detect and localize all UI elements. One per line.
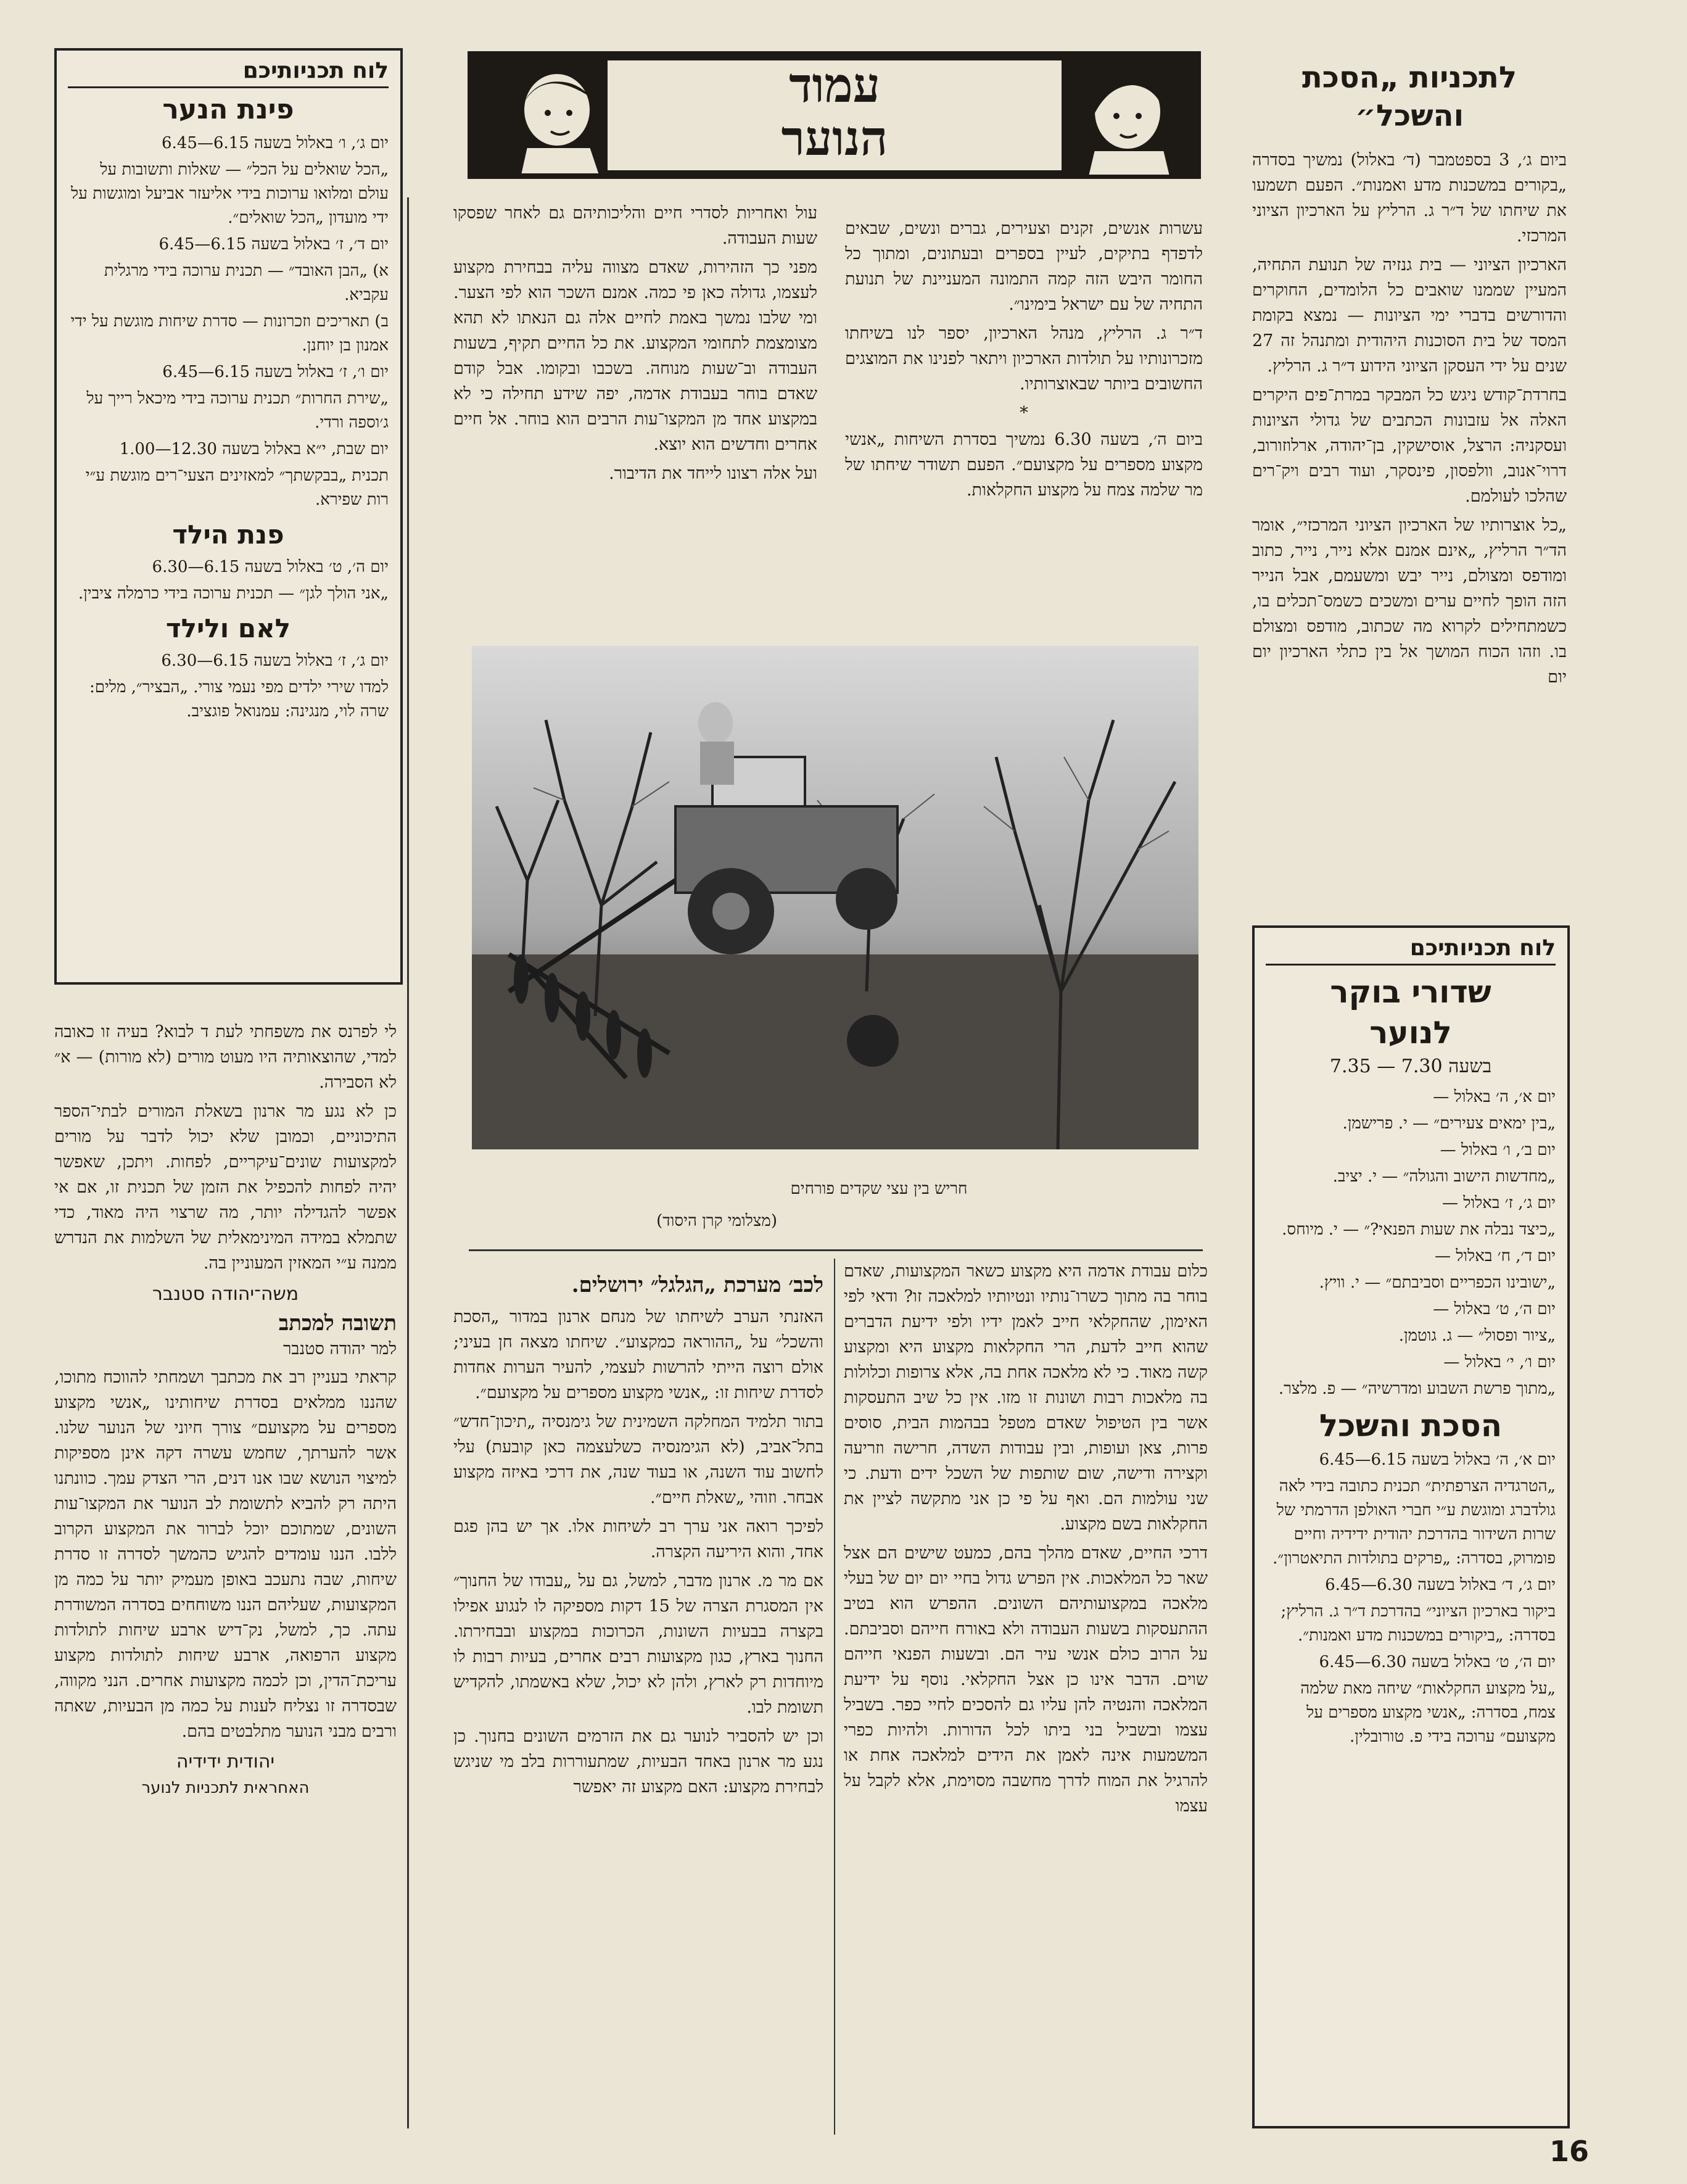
signature-role: האחראית לתכניות לנוער [141, 1779, 310, 1797]
left-item: תכנית „בבקשתך״ למאזינים הצעי־רים מוגשת ע״י רות שפירא. [85, 466, 389, 509]
article-paragraph: הארכיון הציוני — בית גנזיה של תנועת התחיה, המעיין שממנו שואבים כל הלומדים, החוקרים והדורשים בדברי ימי הציונות — נמצא בקומת המסד של בית הסוכנות היהודית ומתנהל זה 27 שנים על ידי העסקן הציוני הידוע ד״ר ג. הרליץ. [1252, 255, 1567, 376]
left-programs-box [54, 48, 403, 985]
morning-time: בשעה 7.30 — 7.35 [1329, 1056, 1492, 1077]
text-paragraph: מפני כך הזהירות, שאדם מצווה עליה בבחירת מקצוע לעצמו, גדולה כאן פי כמה. אמנם השכר הוא לפי הצער. ומי שלבו נמשך באמת לחיים אלה גם הנאתו לא תהא מצומצמת לתחומי המקצוע. את כל החיים תקיף, בשעות העבודה וב־שעות מנוחה. בשכבו ובקומו. אבל קודם שאדם בוחר בעבודת אדמה, יפה שידע תחילה כי לא במקצוע אחד מן המקצו־עות הרבים הוא בוחר. אל חיים אחרים וחדשים הוא יוצא. [453, 258, 817, 454]
left-section-youth-corner: פינת הנער [162, 94, 294, 125]
banner-line1: עמוד [789, 57, 880, 114]
right-item: „בין ימאים צעירים״ — י. פרישמן. [1342, 1114, 1556, 1133]
bottom-column-mid [453, 1271, 823, 2135]
left-item: „אני הולך לגן״ — תכנית ערוכה בידי כרמלה ציבין. [78, 584, 389, 603]
right-item: „מתוך פרשת השבוע ומדרשיה״ — פ. מלצר. [1278, 1379, 1556, 1398]
top-mid-column-right [845, 216, 1203, 623]
left-item: יום ה׳, ט׳ באלול בשעה 6.15—6.30 [152, 558, 389, 576]
right-item: יום ג׳, ז׳ באלול — [1442, 1194, 1556, 1212]
banner-line2: הנוער [781, 110, 888, 167]
right-item: יום ה׳, ט׳ באלול בשעה 6.30—6.45 [1319, 1653, 1556, 1671]
right-item: יום ה׳, ט׳ באלול — [1433, 1300, 1556, 1318]
divider [469, 1249, 1203, 1251]
text-paragraph: קראתי בעניין רב את מכתבך ושמחתי להווכח מתוכו, שהננו ממלאים בסדרת שיחותינו „אנשי מקצוע מספרים על מקצועם״ צורך חיוני של הנוער שלנו. אשר להערתך, שחמש עשרה דקה אינן מספיקות למיצוי הנושא שבו אנו דנים, הרי הצדק עמך. כוונתנו היתה רק להביא לתשומת לב הנוער את המקצו־עות השונים, שמתוכם יוכל לברור את המקצוע הקרוב ללבו. הננו עומדים להגיש כהמשך לסדרה זו סדרת שיחות, שבה נתעכב באופן מעמיק יותר על כמה מן המקצועות, שעליהם הננו משוחחים בסדרה המשודרת עתה. כך, למשל, נק־דיש ארבע שיחות לתולדות מקצוע הרפואה, ארבע שיחות לתולדות מקצוע עריכת־הדין, וכן לכמה מקצועות אחרים. הנני מקווה, שבסדרה זו נצליח לענות על כמה מן הבעיות, שאתה ורבים מבני הנוער מתלבטים בהם. [54, 1368, 397, 1741]
right-item: יום א׳, ה׳ באלול — [1433, 1088, 1556, 1106]
right-item: „הטרגדיה הצרפתית״ תכנית כתובה בידי לאה גולדברג ומוגשת ע״י חברי האולפן הדרמתי של שרות השידור בהדרכת יהודית ידידיה וחיים פומרוק, בסדרה: „פרקים בתולדות התיאטרון״. [1272, 1477, 1556, 1568]
tractor-orchard-image-icon [472, 646, 1198, 1149]
article-paragraph: „כל אוצרותיו של הארכיון הציוני המרכזי״, אומר הד״ר הרליץ, „אינם אמנם אלא נייר, נייר, כתוב ומודפס ומצולם, נייר יבש ומשעמם, אבל הנייר הזה הופך לחיים ערים ומשכים כשמס־תכלים בו, כשמתחילים לקרוא מה שכתוב, מודפס ומצולם בו. וזהו הכוח המושך אל בין כתלי הארכיון יום יום [1252, 516, 1567, 687]
bottom-column-left [54, 1019, 397, 2136]
text-paragraph: האזנתי הערב לשיחתו של מנחם ארנון במדור „הסכת והשכל״ על „ההוראה כמקצוע״. שיחתו מצאה חן בעיני; אולם רוצה הייתי להרשות לעצמי, להעיר הערות אחדות לסדרת שיחות זו: „אנשי מקצוע מספרים על מקצועם״. [453, 1307, 823, 1402]
text-paragraph: לפיכך רואה אני ערך רב לשיחות אלו. אך יש בהן פגם אחד, והוא היריעה הקצרה. [453, 1517, 823, 1561]
right-item: יום ג׳, ד׳ באלול בשעה 6.30—6.45 [1325, 1576, 1556, 1594]
text-paragraph: וכן יש להסביר לנוער גם את הזרמים השונים בחנוך. כן נגע מר ארנון באחד הבעיות, שמתעוררות בלב מי שניגש לבחירת מקצוע: האם מקצוע זה יאפשר [453, 1727, 823, 1797]
signature: יהודית ידידיה [176, 1751, 275, 1772]
bottom-column-right [844, 1259, 1208, 2135]
right-item: „על מקצוע החקלאות״ שיחה מאת שלמה צמח, בסדרה: „אנשי מקצוע מספרים על מקצועם״ ערוכה בידי פ. טורובלין. [1300, 1679, 1556, 1746]
right-programs-box [1252, 925, 1570, 2128]
tractor-photo [472, 646, 1198, 1149]
right-item: „ציור ופסול״ — ג. גוטמן. [1398, 1326, 1556, 1345]
right-item: „כיצד נבלה את שעות הפנאי?״ — י. מיוחס. [1282, 1220, 1556, 1239]
left-item: ב) תאריכים וזכרונות — סדרת שיחות מוגשת על ידי אמנון בן יוחנן. [70, 312, 389, 355]
right-item: יום א׳, ה׳ באלול בשעה 6.15—6.45 [1319, 1450, 1556, 1469]
left-item: יום ג׳, ז׳ באלול בשעה 6.15—6.30 [161, 651, 389, 670]
right-article [1252, 59, 1567, 891]
text-paragraph: אם מר מ. ארנון מדבר, למשל, גם על „עבודו של החנוך״ אין המסגרת הצרה של 15 דקות מספיקה לו לנגוע אפילו בקצרה בבעיות השונות, הכרוכות במקצוע ובבחירתו. החנוך בארץ, כגון מקצועות רבים אחרים, בעיות רבות לו מיוחדות רק לארץ, ולהן לא יכול, שלא באשמתו, להקדיש תשומת לבו. [453, 1571, 823, 1717]
asterisk-icon: * [1020, 403, 1028, 423]
top-mid-column-left [453, 201, 817, 626]
text-paragraph: בתור תלמיד המחלקה השמינית של גימנסיה „תיכון־חדש״ בתל־אביב, (לא הגימנסיה כשלעצמה כאן קובעת) עלי לחשוב עוד השנה, או בעוד שנה, את דרכי באיזה מקצוע אבחר. וזוהי „שאלת חיים״. [453, 1412, 823, 1507]
text-paragraph: ביום ה׳, בשעה 6.30 נמשיך בסדרת השיחות „אנשי מקצוע מספרים על מקצועם״. הפעם תשודר שיחתו של מר שלמה צמח על מקצוע החקלאות. [845, 430, 1203, 500]
text-paragraph: כלום עבודת אדמה היא מקצוע כשאר המקצועות, שאדם בוחר בה מתוך כשרו־נותיו ונטיותיו למלאכה זו? ודאי לפי האימון, שהחקלאי חייב לאמן ידיו ולפי ידיעת הדברים שהוא חייב לדעת, הרי החקלאות מקצוע היא ומקצוע קשה מאוד. כי לא מלאכה אחת בה, אלא צרופות וכלולות בה מלאכות רבות ושונות זו מזו. אין כל שיב התעסקות אשר בין הטיפול שאדם מטפל בבהמות הבית, סוסים פרות, צאן ועופות, ובין עבודות השדה, חרישה וזריעה וקצירה ודישה, שום שותפות של השכל ידים ודעת. כי שני עולמות הם. ואף על פי כן אני מתקשה לציין את החקלאות בשם מקצוע. [844, 1262, 1208, 1534]
right-article-title: לתכניות „הסכת והשכל״ [1302, 60, 1517, 133]
photo-credit: (מצלומי קרן היסוד) [656, 1212, 777, 1230]
divider [834, 1259, 835, 2135]
divider [407, 197, 409, 2128]
signature: משה־יהודה סטנבר [152, 1283, 299, 1305]
left-item: „שירת החרות״ תכנית ערוכה בידי מיכאל רייך על ג׳וספה ורדי. [86, 389, 389, 432]
article-paragraph: בחרדת־קודש ניגש כל המבקר במרת־פים היקרים האלה אל עזבונות הכתבים של גדולי הציונות ועסקניה: הרצל, אוסישקין, בן־יהודה, ארלוזורוב, דרוי־אנוב, וולפסון, פינסקר, ועוד רבים ויק־רים שהלכו לעולמם. [1252, 386, 1567, 506]
left-item: יום ג׳, ו׳ באלול בשעה 6.15—6.45 [161, 134, 389, 152]
text-paragraph: כן לא נגע מר ארנון בשאלת המורים לבתי־הספר התיכוניים, וכמובן שלא יכול לדבר על מורים למקצועות שונים־עיקריים, לפחות. ויתכן, שאפשר יהיה לפחות להכפיל את הזמן של תכנית זו, אם אי אפשר להגדילה יותר, מה שרצוי היה מאוד, כדי שתמלא במידה המינימאלית של השלמות את הנדרש ממנה ע״י המאזין המעוניין בה. [54, 1102, 397, 1273]
text-paragraph: ד״ר ג. הרליץ, מנהל הארכיון, יספר לנו בשיחתו מזכרונותיו על תולדות הארכיון ויתאר לפנינו את המוצגים החשובים ביותר שבאוצרותיו. [845, 324, 1203, 394]
left-item: יום ו׳, ז׳ באלול בשעה 6.15—6.45 [162, 363, 389, 381]
text-paragraph: ועל אלה רצונו לייחד את הדיבור. [609, 464, 817, 483]
right-item: „ישובינו הכפריים וסביבתם״ — י. וויץ. [1319, 1273, 1556, 1292]
right-item: „מחדשות הישוב והגולה״ — י. יציב. [1332, 1167, 1556, 1186]
left-section-mother-child: לאם ולילד [165, 613, 291, 643]
page-number: 16 [1549, 2135, 1590, 2168]
youth-page-banner [468, 51, 1201, 179]
right-item: יום ב׳, ו׳ באלול — [1440, 1141, 1556, 1159]
left-item: „הכל שואלים על הכל״ — שאלות ותשובות על עולם ומלואו ערוכות בידי אליעזר אביעל ומוגשות על ידי מועדון „הכל שואלים״. [71, 160, 389, 227]
right-item: ביקור בארכיון הציוני״ בהדרכת ד״ר ג. הרליץ; בסדרה: „ביקורים במשכנות מדע ואמנות״. [1281, 1602, 1556, 1645]
photo-caption: חריש בין עצי שקדים פורחים [790, 1180, 968, 1198]
left-programs-title: לוח תכניותיכם [68, 56, 389, 88]
article-paragraph: ביום ג׳, 3 בספטמבר (ד׳ באלול) נמשיך בסדרה „בקורים במשכנות מדע ואמנות״. הפעם תשמעו את שיחתו של ד״ר ג. הרליץ על הארכיון הציוני המרכזי. [1252, 151, 1567, 246]
text-paragraph: עול ואחריות לסדרי חיים והליכותיהם גם לאחר שפסקו שעות העבודה. [453, 204, 817, 248]
listen-and-learn-title: הסכת והשכל [1319, 1408, 1503, 1444]
left-item: יום ד׳, ז׳ באלול בשעה 6.15—6.45 [159, 235, 389, 254]
morning-broadcasts-title-1: שדורי בוקר [1330, 974, 1491, 1010]
text-paragraph: דרכי החיים, שאדם מהלך בהם, כמעט שישים הם אצל שאר כל המלאכות. אין הפרש גדול בחיי יום יום של בעלי מלאכה במקצועותיהם השונים. ההפרש הוא בטיב ההתעסקות בשעות העבודה ולא באורח חייהם וסביבתם. על הרוב כולם אנשי עיר הם. ובשעות הפנאי חייהם שוים. הדבר אינו כן אצל החקלאי. נוסף על ידיעת המלאכה והנטיה להן עליו גם להסכים לחיי כפר. בשביל עצמו ובשביל בני ביתו לכל הדורות. ולהיות כפרי המשמעות אינה לאמן את הידים למלאכה אחת או להרגיל את המוח לדרך מחשבה מסוימת, אלא לקבל על עצמו [844, 1544, 1208, 1816]
right-programs-title: לוח תכניותיכם [1266, 933, 1556, 966]
text-paragraph: לי לפרנס את משפחתי לעת ד לבוא? בעיה זו כאובה למדי, שהוצאותיה היו מעוט מורים (לא מורות) — א״ לא הסבירה. [54, 1022, 397, 1092]
left-item: למדו שירי ילדים מפי נעמי צורי. „הבציר״, מלים: שרה לוי, מנגינה: עמנואל פוגציב. [89, 678, 389, 721]
right-item: יום ו׳, י׳ באלול — [1443, 1353, 1556, 1371]
left-item: יום שבת, י״א באלול בשעה 12.30—1.00 [119, 440, 389, 458]
left-item: א) „הבן האובד״ — תכנית ערוכה בידי מרגלית עקביא. [104, 262, 389, 304]
morning-broadcasts-title-2: לנוער [1369, 1015, 1452, 1051]
reply-title: תשובה למכתב [278, 1311, 397, 1336]
letter-title: לכב׳ מערכת „הגלגל״ ירושלים. [571, 1273, 823, 1297]
left-section-child-corner: פנת הילד [172, 519, 284, 550]
right-item: יום ד׳, ח׳ באלול — [1434, 1247, 1556, 1265]
reply-subtitle: למר יהודה סטנבר [283, 1339, 397, 1359]
text-paragraph: עשרות אנשים, זקנים וצעירים, גברים ונשים, שבאים לדפדף בתיקים, לעיין בספרים ובעתונים, ומתוך כל החומר היבש הזה קמה התמונה המעניינת של תנועת התחיה של עם ישראל בימינו״. [845, 219, 1203, 314]
girl-illustration-icon [1087, 70, 1171, 176]
